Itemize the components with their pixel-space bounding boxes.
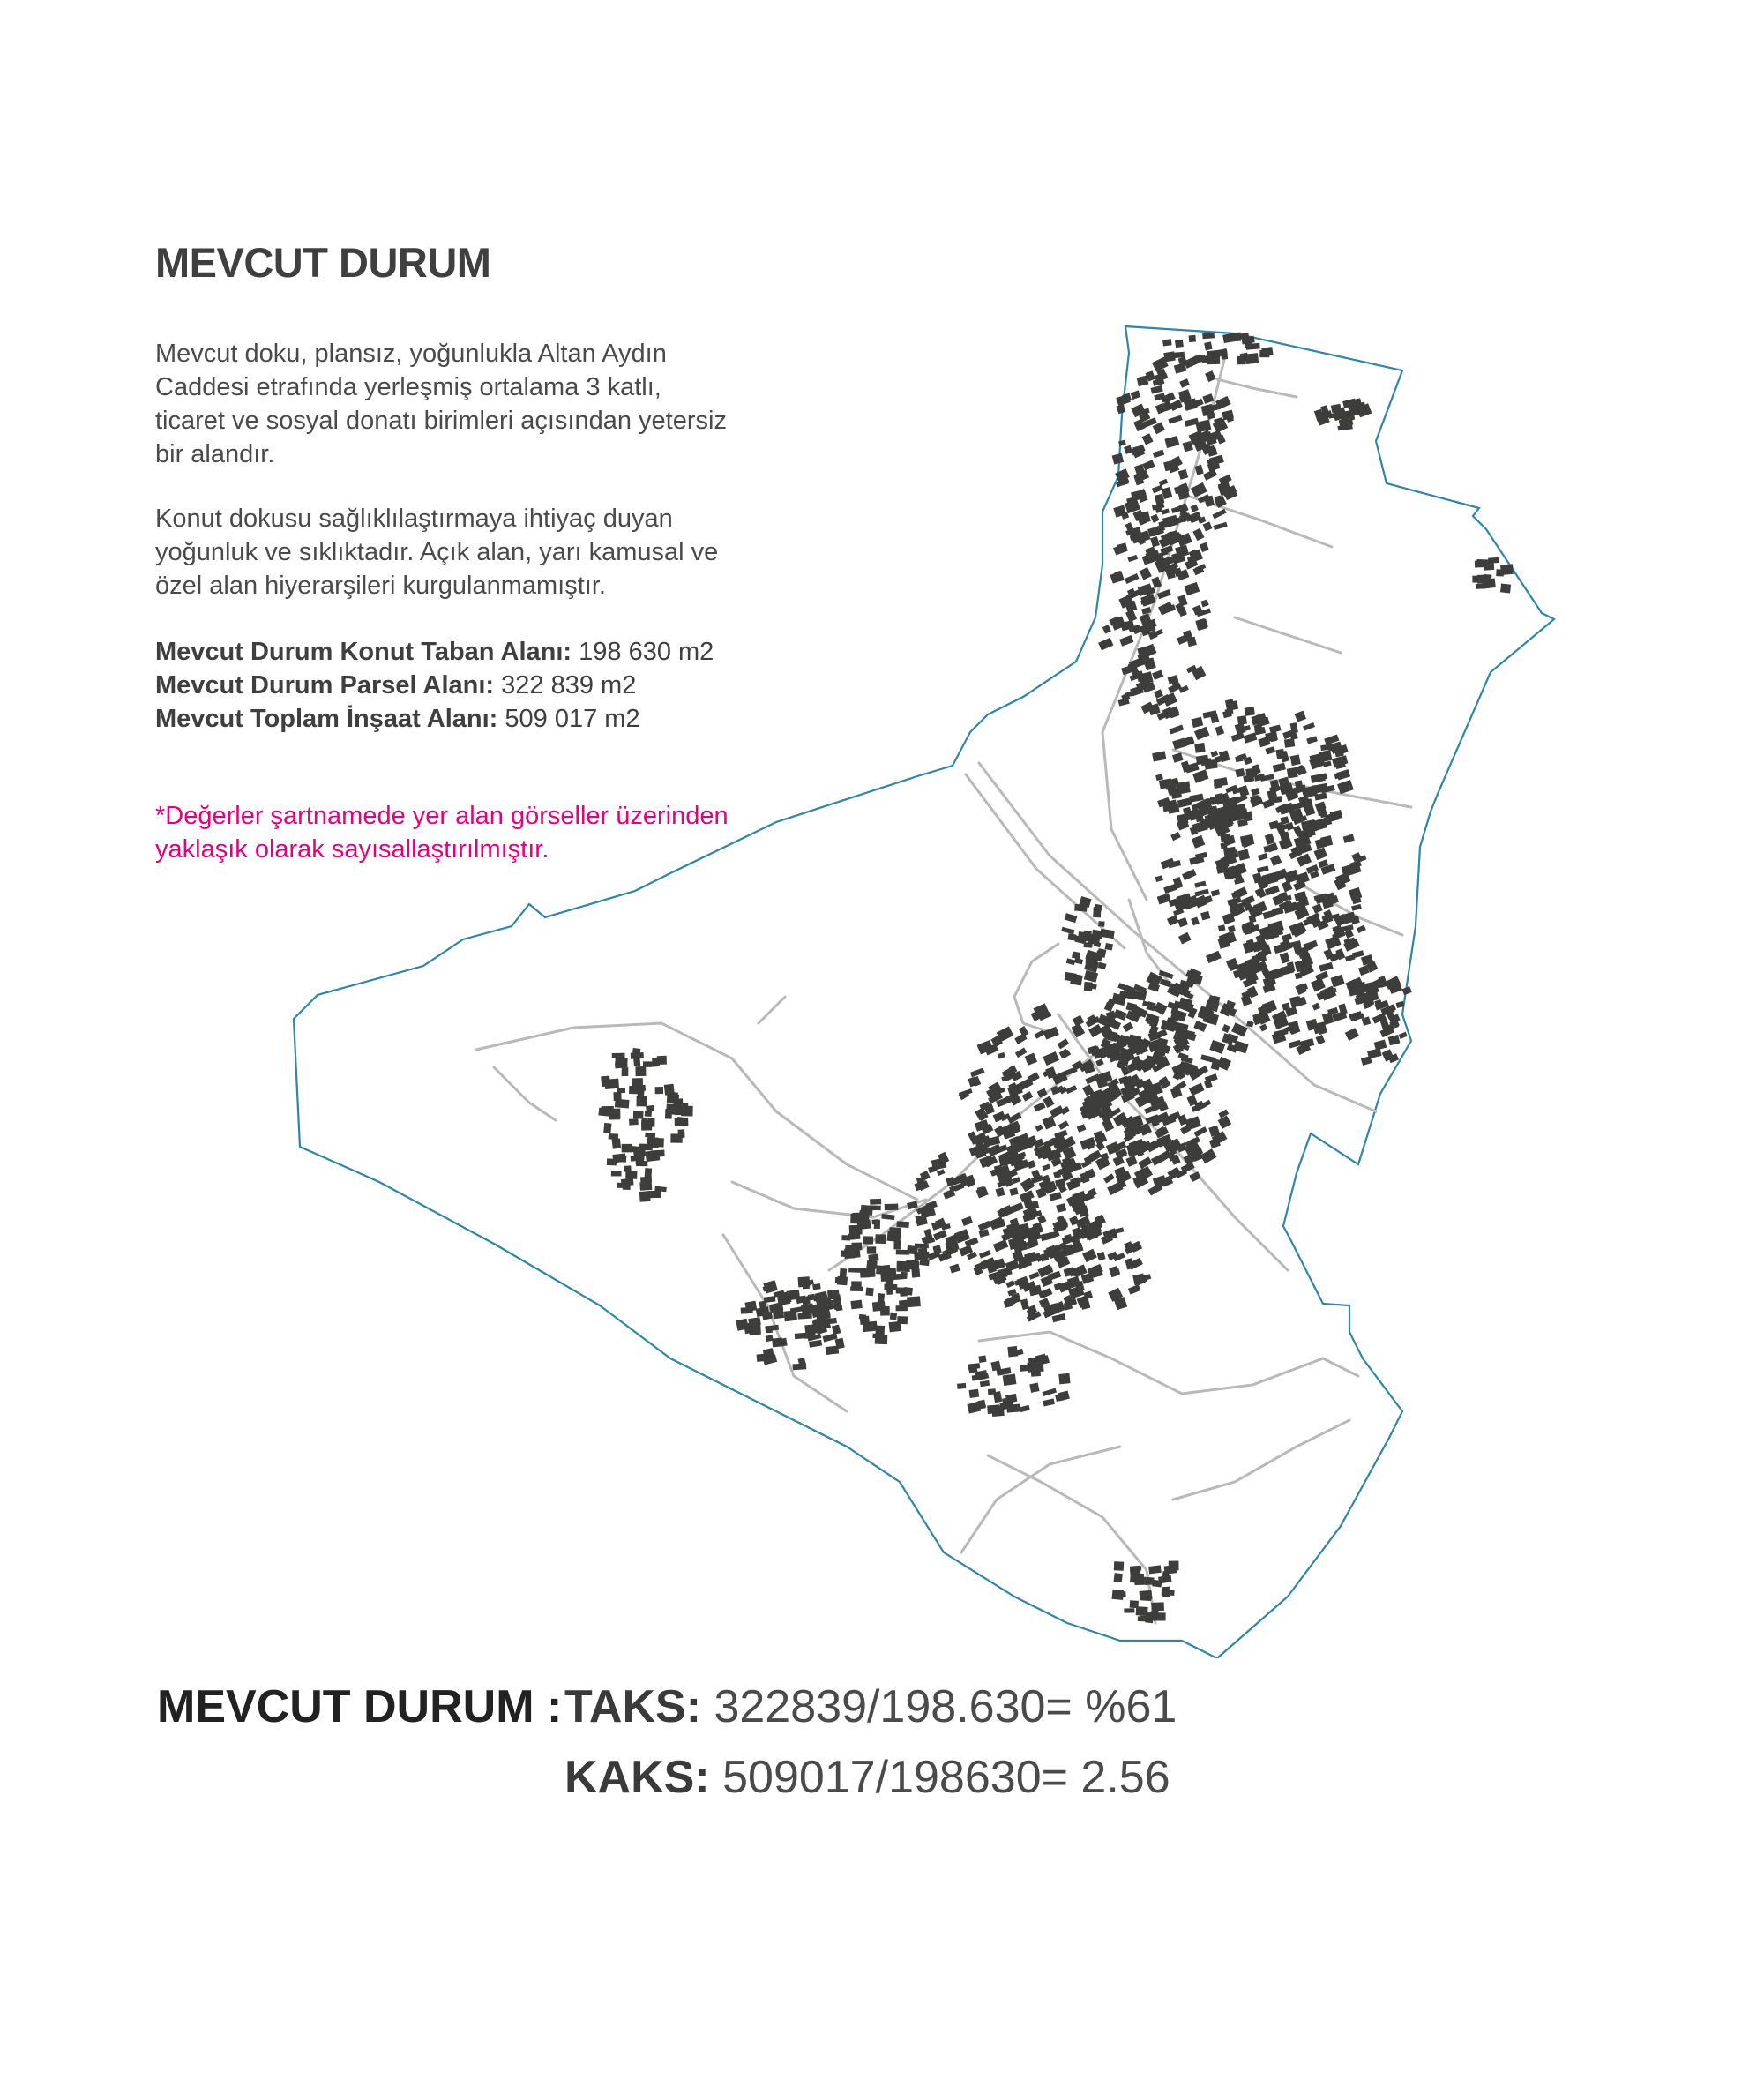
building-footprint: [670, 1133, 682, 1142]
building-footprint: [969, 1389, 980, 1398]
building-footprint: [1202, 333, 1215, 339]
building-footprint: [615, 1058, 628, 1066]
building-footprint: [632, 1048, 640, 1054]
building-footprint: [870, 1199, 881, 1205]
building-footprint: [870, 1205, 881, 1210]
building-footprint: [1072, 952, 1080, 960]
building-footprint: [1189, 335, 1196, 342]
building-footprint: [841, 1235, 850, 1240]
building-footprint: [903, 1287, 913, 1296]
building-footprint: [607, 1158, 617, 1165]
building-footprint: [784, 1310, 797, 1321]
building-footprint: [625, 1171, 637, 1178]
building-footprint: [1477, 574, 1491, 583]
building-footprint: [1164, 1565, 1177, 1575]
building-footprint: [1236, 333, 1249, 340]
building-footprint: [885, 1204, 899, 1211]
building-footprint: [1162, 339, 1171, 346]
building-footprint: [604, 1079, 619, 1089]
page-title: MEVCUT DURUM: [155, 239, 491, 286]
building-footprint: [645, 1133, 655, 1138]
building-footprint: [648, 1191, 662, 1199]
building-footprint: [1134, 1576, 1144, 1585]
building-footprint: [907, 1260, 919, 1269]
building-footprint: [850, 1300, 862, 1310]
building-footprint: [889, 1321, 902, 1333]
building-footprint: [655, 1087, 663, 1094]
building-footprint: [1245, 353, 1259, 364]
building-footprint: [640, 1177, 652, 1183]
building-footprint: [639, 1182, 652, 1191]
building-footprint: [622, 1144, 632, 1153]
building-footprint: [611, 1171, 622, 1176]
building-footprint: [633, 1057, 640, 1066]
building-footprint: [875, 1234, 886, 1244]
building-footprint: [863, 1236, 874, 1244]
building-footprint: [1259, 350, 1269, 357]
building-footprint: [851, 1242, 862, 1250]
kaks-label: KAKS:: [564, 1752, 710, 1803]
building-footprint: [773, 1308, 784, 1319]
building-footprint: [1140, 1590, 1153, 1600]
building-footprint: [777, 1291, 791, 1304]
description-line: Mevcut doku, plansız, yoğunlukla Altan Aydın: [155, 340, 667, 368]
building-footprint: [615, 1099, 630, 1109]
building-footprint: [1124, 1608, 1134, 1612]
building-footprint: [637, 1096, 647, 1107]
building-footprint: [1084, 942, 1093, 947]
building-footprint: [1500, 564, 1514, 575]
taks-value: 322839/198.630= %61: [714, 1681, 1177, 1732]
building-footprint: [901, 1272, 908, 1279]
building-footprint: [1003, 1373, 1017, 1386]
building-footprint: [632, 1078, 643, 1087]
building-footprint: [621, 1178, 634, 1186]
building-footprint: [1084, 982, 1093, 991]
building-footprint: [646, 1105, 654, 1112]
building-footprint: [1151, 1602, 1164, 1611]
building-footprint: [978, 1355, 986, 1362]
building-footprint: [880, 1306, 890, 1316]
building-footprint: [868, 1253, 878, 1261]
building-footprint: [1096, 950, 1103, 955]
building-footprint: [1284, 738, 1295, 748]
building-footprint: [606, 1109, 615, 1115]
description-line: Caddesi etrafında yerleşmiş ortalama 3 katlı,: [155, 373, 662, 401]
building-footprint: [896, 1305, 908, 1311]
building-footprint: [804, 1324, 817, 1335]
building-footprint: [1031, 1368, 1041, 1377]
site-boundary: [294, 326, 1554, 1658]
building-footprint: [1484, 559, 1495, 571]
building-footprint: [1093, 907, 1101, 917]
building-footprint: [757, 1353, 768, 1361]
building-footprint: [603, 1123, 611, 1133]
building-footprint: [886, 1231, 901, 1242]
stat-value: 509 017 m2: [505, 705, 640, 733]
building-footprint: [1007, 1346, 1018, 1358]
stat-label: Mevcut Toplam İnşaat Alanı:: [155, 705, 498, 733]
building-footprint: [867, 1246, 876, 1253]
building-footprint: [896, 1221, 909, 1228]
taks-row: [564, 1680, 1177, 1733]
building-footprint: [1150, 1612, 1157, 1617]
building-footprint: [635, 1066, 646, 1076]
stat-value: 322 839 m2: [501, 671, 637, 699]
summary-title: MEVCUT DURUM :: [157, 1681, 563, 1732]
building-footprint: [861, 1268, 876, 1277]
building-footprint: [1029, 1383, 1039, 1393]
building-footprint: [643, 1061, 653, 1066]
building-footprint: [918, 1248, 927, 1254]
building-footprint: [1083, 931, 1091, 941]
building-footprint: [1114, 1561, 1125, 1571]
note-line: *Değerler şartnamede yer alan görseller üzerinden: [155, 802, 729, 830]
building-footprint: [797, 1313, 811, 1319]
building-footprint: [1006, 1403, 1020, 1412]
building-footprint: [667, 1091, 677, 1101]
kaks-row: [564, 1751, 1170, 1804]
building-footprint: [1476, 583, 1485, 589]
building-footprint: [848, 1268, 861, 1273]
building-footprint: [812, 1283, 821, 1290]
building-footprint: [1068, 933, 1077, 940]
building-footprint: [957, 1383, 966, 1389]
building-footprint: [1113, 1591, 1125, 1597]
stat-label: Mevcut Durum Parsel Alanı:: [155, 671, 495, 699]
building-footprint: [1245, 343, 1259, 350]
building-footprint: [1245, 707, 1255, 716]
building-footprint: [1162, 1589, 1175, 1596]
building-footprint: [890, 1313, 897, 1320]
building-footprint: [1235, 768, 1245, 777]
building-footprint: [759, 1301, 766, 1310]
building-footprint: [657, 1056, 667, 1065]
description-line: özel alan hiyerarşileri kurgulanmamıştır.: [155, 572, 606, 600]
building-footprint: [872, 1334, 879, 1339]
building-footprint: [978, 1400, 985, 1409]
building-footprint: [631, 1155, 644, 1161]
building-footprint: [865, 1287, 873, 1296]
building-footprint: [793, 1364, 807, 1371]
building-footprint: [849, 1250, 860, 1259]
taks-label: TAKS:: [564, 1681, 702, 1732]
building-footprint: [1074, 904, 1088, 912]
building-footprint: [1163, 351, 1176, 362]
site-plan-map: [265, 318, 1588, 1658]
building-footprint: [629, 1118, 639, 1125]
building-footprint: [896, 1250, 910, 1255]
building-footprint: [1174, 352, 1185, 358]
building-footprint: [1138, 1616, 1147, 1621]
building-footprint: [851, 1281, 862, 1289]
building-footprint: [638, 1089, 645, 1097]
stat-value: 198 630 m2: [579, 638, 714, 666]
building-footprint: [1175, 340, 1184, 348]
description-line: bir alandır.: [155, 440, 275, 468]
building-footprint: [665, 1109, 672, 1119]
building-footprint: [886, 1276, 894, 1286]
building-footprint: [1098, 921, 1104, 927]
building-footprint: [1148, 1565, 1162, 1574]
building-footprint: [641, 1120, 652, 1131]
description-line: ticaret ve sosyal donatı birimleri açısından yetersiz: [155, 407, 727, 435]
note-line: yaklaşık olarak sayısallaştırılmıştır.: [155, 835, 549, 864]
building-footprint: [779, 1338, 788, 1347]
building-footprint: [914, 1253, 925, 1260]
building-footprint: [907, 1296, 921, 1307]
building-footprint: [1130, 1566, 1140, 1575]
building-footprint: [1220, 842, 1227, 849]
building-footprint: [883, 1265, 891, 1273]
description-line: Konut dokusu sağlıklılaştırmaya ihtiyaç duyan: [155, 505, 673, 533]
building-footprint: [1058, 1373, 1070, 1385]
site-plan-svg: [265, 318, 1588, 1658]
building-footprint: [860, 1316, 870, 1325]
building-footprint: [987, 1404, 1000, 1414]
building-footprint: [1500, 584, 1511, 594]
stat-label: Mevcut Durum Konut Taban Alanı:: [155, 638, 572, 666]
building-footprint: [648, 1155, 656, 1159]
building-footprint: [675, 1118, 689, 1126]
kaks-value: 509017/198630= 2.56: [722, 1752, 1170, 1803]
building-footprint: [1475, 560, 1484, 567]
building-footprint: [1194, 743, 1205, 753]
building-footprint: [622, 1067, 629, 1076]
building-footprint: [911, 1268, 920, 1277]
building-footprint: [1114, 1573, 1123, 1582]
building-footprint: [1237, 356, 1246, 364]
building-footprint: [871, 1219, 878, 1224]
building-footprint: [1237, 715, 1247, 725]
description-line: yoğunluk ve sıklıktadır. Açık alan, yarı kamusal ve: [155, 538, 719, 566]
building-footprint: [612, 1139, 621, 1149]
building-footprint: [744, 1301, 757, 1313]
building-footprint: [749, 1325, 761, 1335]
building-footprint: [612, 1053, 625, 1058]
building-footprint: [840, 1268, 847, 1279]
building-footprint: [852, 1213, 861, 1223]
building-footprint: [647, 1137, 659, 1148]
